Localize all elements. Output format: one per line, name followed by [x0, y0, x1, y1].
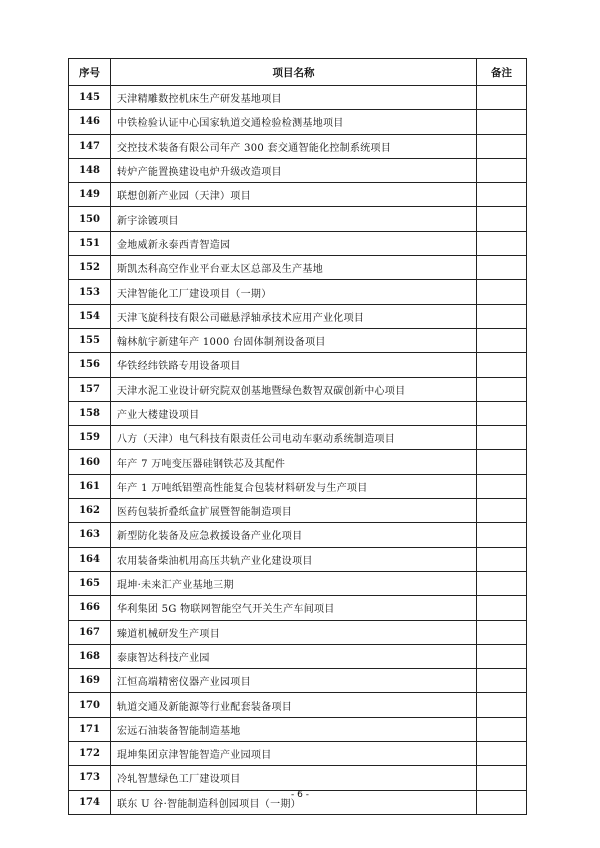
- row-project-name: 联东 U 谷·智能制造科创园项目（一期）: [111, 790, 477, 814]
- row-serial-number: 151: [69, 231, 111, 255]
- row-serial-number: 166: [69, 596, 111, 620]
- row-project-name: 交控技术装备有限公司年产 300 套交通智能化控制系统项目: [111, 134, 477, 158]
- row-remarks: [477, 450, 527, 474]
- row-serial-number: 157: [69, 377, 111, 401]
- row-project-name: 宏远石油装备智能制造基地: [111, 717, 477, 741]
- row-remarks: [477, 158, 527, 182]
- row-remarks: [477, 523, 527, 547]
- row-remarks: [477, 328, 527, 352]
- row-serial-number: 159: [69, 426, 111, 450]
- table-row: [69, 742, 527, 766]
- table-row: [69, 426, 527, 450]
- row-serial-number: 154: [69, 304, 111, 328]
- row-remarks: [477, 353, 527, 377]
- table-row: [69, 110, 527, 134]
- row-remarks: [477, 183, 527, 207]
- row-project-name: 琨坤集团京津智能智造产业园项目: [111, 742, 477, 766]
- table-row: [69, 328, 527, 352]
- row-project-name: 新型防化装备及应急救援设备产业化项目: [111, 523, 477, 547]
- table-row: [69, 377, 527, 401]
- row-serial-number: 153: [69, 280, 111, 304]
- table-row: [69, 207, 527, 231]
- row-remarks: [477, 693, 527, 717]
- row-project-name: 产业大楼建设项目: [111, 401, 477, 425]
- row-serial-number: 170: [69, 693, 111, 717]
- table-row: [69, 547, 527, 571]
- row-remarks: [477, 644, 527, 668]
- table-row: [69, 523, 527, 547]
- row-serial-number: 149: [69, 183, 111, 207]
- table-row: [69, 620, 527, 644]
- table-row: [69, 280, 527, 304]
- table-row: [69, 717, 527, 741]
- row-serial-number: 173: [69, 766, 111, 790]
- row-serial-number: 145: [69, 86, 111, 110]
- row-serial-number: 167: [69, 620, 111, 644]
- table-row: [69, 571, 527, 595]
- table-header-row: [69, 59, 527, 86]
- header-project-name: 项目名称: [111, 59, 477, 86]
- row-project-name: 新宇涂镀项目: [111, 207, 477, 231]
- row-remarks: [477, 256, 527, 280]
- table-row: [69, 401, 527, 425]
- row-project-name: 翰林航宇新建年产 1000 台固体制剂设备项目: [111, 328, 477, 352]
- row-serial-number: 164: [69, 547, 111, 571]
- row-remarks: [477, 571, 527, 595]
- table-row: [69, 693, 527, 717]
- row-project-name: 金地威新永泰西青智造园: [111, 231, 477, 255]
- row-project-name: 臻道机械研发生产项目: [111, 620, 477, 644]
- row-project-name: 泰康智达科技产业园: [111, 644, 477, 668]
- row-project-name: 天津精雕数控机床生产研发基地项目: [111, 86, 477, 110]
- row-project-name: 冷轧智慧绿色工厂建设项目: [111, 766, 477, 790]
- row-remarks: [477, 134, 527, 158]
- row-serial-number: 158: [69, 401, 111, 425]
- row-serial-number: 152: [69, 256, 111, 280]
- row-serial-number: 163: [69, 523, 111, 547]
- row-project-name: 轨道交通及新能源等行业配套装备项目: [111, 693, 477, 717]
- table-row: [69, 134, 527, 158]
- row-remarks: [477, 596, 527, 620]
- table-row: [69, 766, 527, 790]
- table-row: [69, 474, 527, 498]
- row-project-name: 年产 1 万吨纸铝塑高性能复合包装材料研发与生产项目: [111, 474, 477, 498]
- row-serial-number: 147: [69, 134, 111, 158]
- project-table: [68, 58, 527, 815]
- row-remarks: [477, 304, 527, 328]
- row-project-name: 天津水泥工业设计研究院双创基地暨绿色数智双碳创新中心项目: [111, 377, 477, 401]
- page-number: - 6 -: [291, 790, 309, 800]
- row-project-name: 天津飞旋科技有限公司磁悬浮轴承技术应用产业化项目: [111, 304, 477, 328]
- row-serial-number: 155: [69, 328, 111, 352]
- table-row: [69, 450, 527, 474]
- row-serial-number: 148: [69, 158, 111, 182]
- table-row: [69, 183, 527, 207]
- table-row: [69, 304, 527, 328]
- table-row: [69, 256, 527, 280]
- row-project-name: 转炉产能置换建设电炉升级改造项目: [111, 158, 477, 182]
- row-project-name: 联想创新产业园（天津）项目: [111, 183, 477, 207]
- row-remarks: [477, 401, 527, 425]
- row-remarks: [477, 110, 527, 134]
- row-remarks: [477, 280, 527, 304]
- row-remarks: [477, 766, 527, 790]
- header-remarks: 备注: [477, 59, 527, 86]
- table-row: [69, 86, 527, 110]
- row-remarks: [477, 499, 527, 523]
- row-project-name: 农用装备柴油机用高压共轨产业化建设项目: [111, 547, 477, 571]
- row-project-name: 斯凯杰科高空作业平台亚太区总部及生产基地: [111, 256, 477, 280]
- row-serial-number: 174: [69, 790, 111, 814]
- row-project-name: 八方（天津）电气科技有限责任公司电动车驱动系统制造项目: [111, 426, 477, 450]
- row-serial-number: 169: [69, 669, 111, 693]
- row-project-name: 年产 7 万吨变压器硅钢铁芯及其配件: [111, 450, 477, 474]
- row-serial-number: 172: [69, 742, 111, 766]
- row-project-name: 医药包装折叠纸盒扩展暨智能制造项目: [111, 499, 477, 523]
- table-row: [69, 644, 527, 668]
- row-project-name: 华铁经纬铁路专用设备项目: [111, 353, 477, 377]
- row-serial-number: 171: [69, 717, 111, 741]
- table-row: [69, 231, 527, 255]
- row-project-name: 琨坤·未来汇产业基地三期: [111, 571, 477, 595]
- row-remarks: [477, 717, 527, 741]
- row-serial-number: 156: [69, 353, 111, 377]
- row-remarks: [477, 474, 527, 498]
- row-remarks: [477, 547, 527, 571]
- row-remarks: [477, 207, 527, 231]
- project-table-container: [68, 58, 526, 815]
- row-project-name: 天津智能化工厂建设项目（一期）: [111, 280, 477, 304]
- row-serial-number: 160: [69, 450, 111, 474]
- table-row: [69, 669, 527, 693]
- row-serial-number: 146: [69, 110, 111, 134]
- row-project-name: 中铁检验认证中心国家轨道交通检验检测基地项目: [111, 110, 477, 134]
- row-serial-number: 165: [69, 571, 111, 595]
- row-serial-number: 161: [69, 474, 111, 498]
- row-project-name: 华利集团 5G 物联网智能空气开关生产车间项目: [111, 596, 477, 620]
- row-remarks: [477, 669, 527, 693]
- table-body: [69, 86, 527, 815]
- row-remarks: [477, 231, 527, 255]
- header-serial-number: 序号: [69, 59, 111, 86]
- row-remarks: [477, 620, 527, 644]
- row-remarks: [477, 86, 527, 110]
- table-row: [69, 353, 527, 377]
- row-project-name: 江恒高端精密仪器产业园项目: [111, 669, 477, 693]
- row-remarks: [477, 742, 527, 766]
- table-row: [69, 499, 527, 523]
- table-row: [69, 596, 527, 620]
- row-remarks: [477, 377, 527, 401]
- row-remarks: [477, 426, 527, 450]
- row-serial-number: 150: [69, 207, 111, 231]
- table-row: [69, 158, 527, 182]
- row-serial-number: 162: [69, 499, 111, 523]
- row-serial-number: 168: [69, 644, 111, 668]
